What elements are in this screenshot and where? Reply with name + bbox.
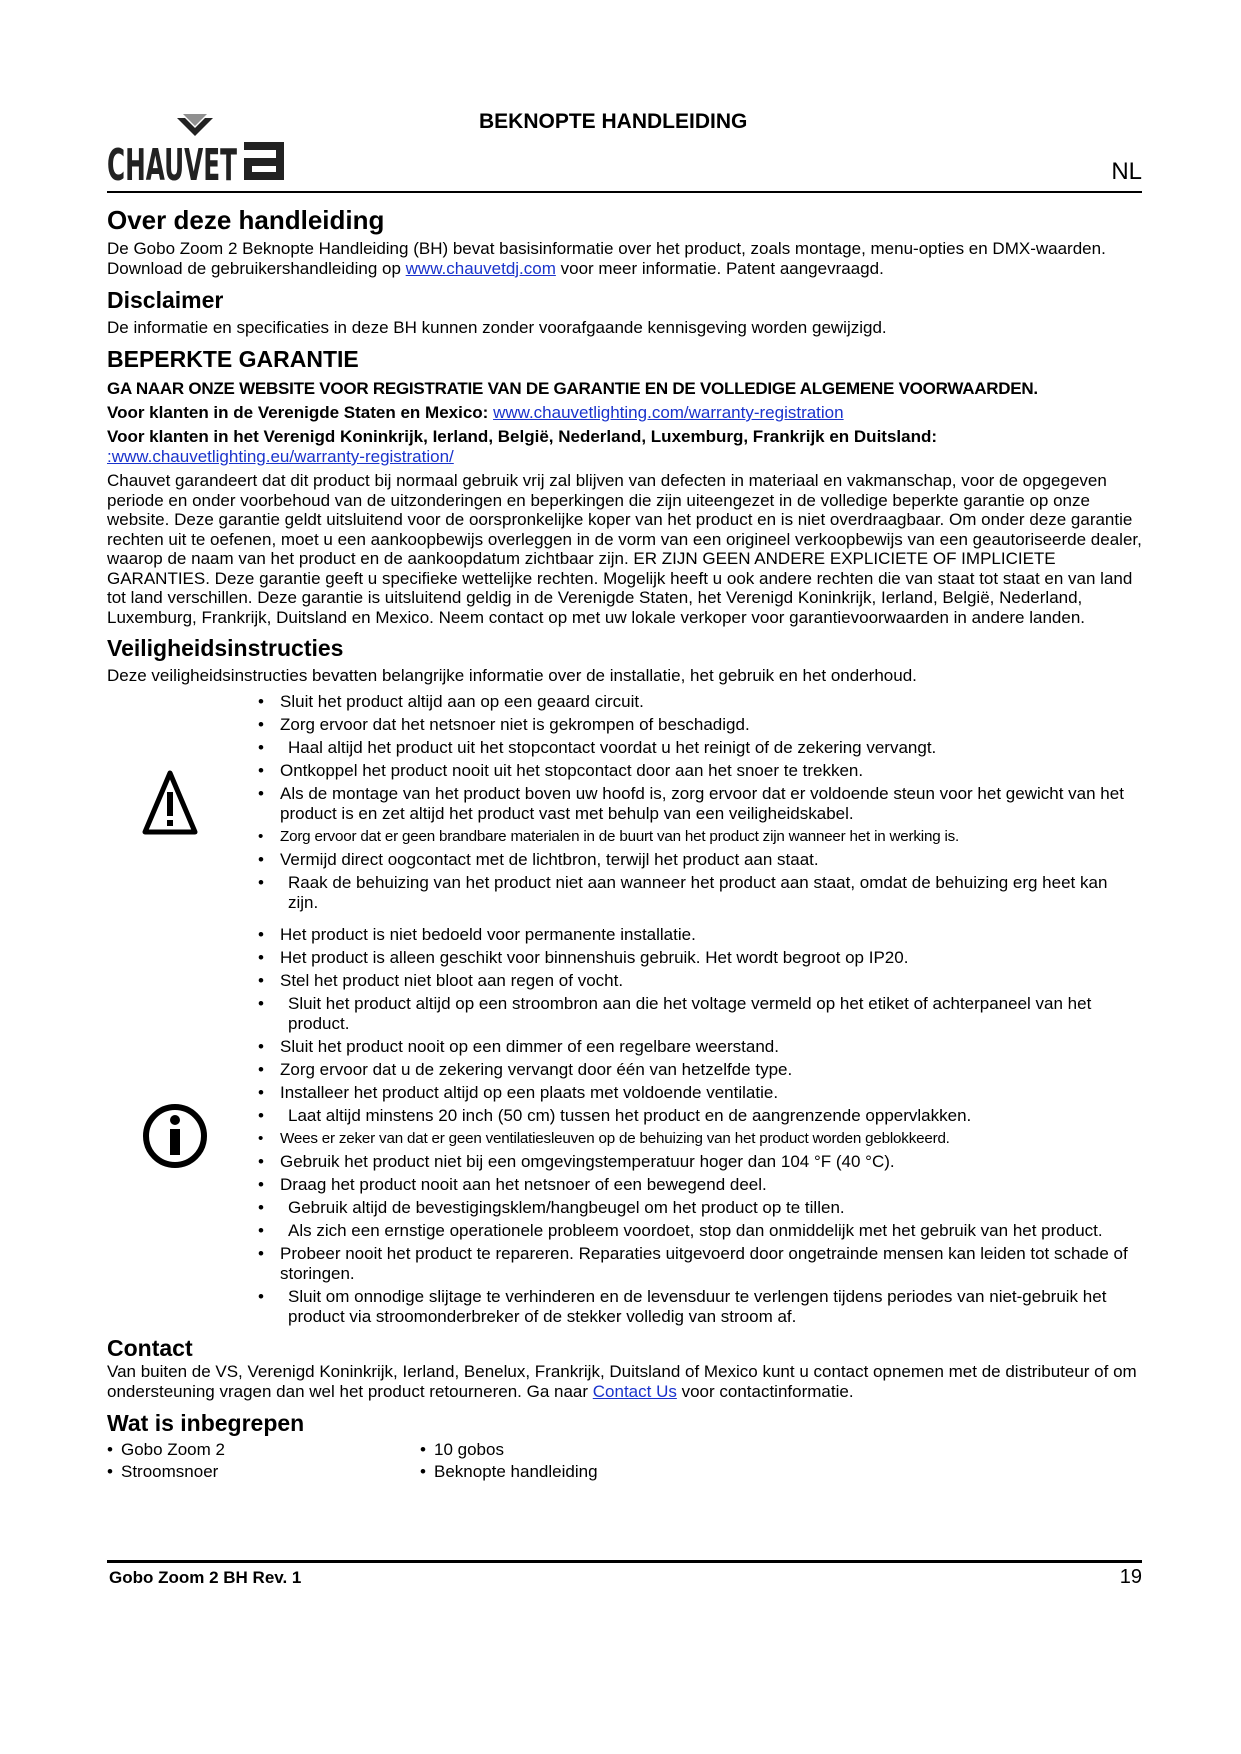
contact-heading: Contact bbox=[107, 1335, 193, 1361]
safety-heading: Veiligheidsinstructies bbox=[107, 635, 344, 661]
svg-text:CHAUVET: CHAUVET bbox=[107, 140, 237, 191]
included-col-1 bbox=[107, 1439, 420, 1483]
info-icon bbox=[142, 1103, 208, 1169]
warranty-heading: BEPERKTE GARANTIE bbox=[107, 346, 359, 372]
warning-triangle-icon bbox=[142, 770, 198, 836]
contact-text: Van buiten de VS, Verenigd Koninkrijk, Ierland, Benelux, Frankrijk, Duitsland of Mexico kunt u contact opnemen met de distributeur of om ondersteuning vragen dan wel het product retourneren. Ga naar Contact Us voor contactinformatie. bbox=[107, 1362, 1137, 1401]
list-item: • Raak de behuizing van het product niet aan wanneer het product aan staat, omdat de behuizing erg heet kan zijn. bbox=[254, 873, 1142, 913]
list-item: • Ontkoppel het product nooit uit het stopcontact door aan het snoer te trekken. bbox=[254, 761, 1142, 781]
disclaimer-section bbox=[107, 287, 1142, 338]
list-item: • Haal altijd het product uit het stopcontact voordat u het reinigt of de zekering vervangt. bbox=[254, 738, 1142, 758]
disclaimer-heading: Disclaimer bbox=[107, 287, 224, 313]
list-item: • Het product is alleen geschikt voor binnenshuis gebruik. Het wordt begroot op IP20. bbox=[254, 948, 1142, 968]
safety-intro: Deze veiligheidsinstructies bevatten belangrijke informatie over de installatie, het gebruik en het onderhoud. bbox=[107, 666, 917, 685]
list-item: • Vermijd direct oogcontact met de lichtbron, terwijl het product aan staat. bbox=[254, 850, 1142, 870]
list-item: • Stroomsnoer bbox=[107, 1461, 420, 1483]
list-item: • Sluit het product altijd op een stroombron aan die het voltage vermeld op het etiket of achterpaneel van het product. bbox=[254, 994, 1142, 1034]
info-list bbox=[254, 925, 1142, 1327]
info-block bbox=[107, 925, 1142, 1327]
list-item: • Beknopte handleiding bbox=[420, 1461, 598, 1483]
about-text: De Gobo Zoom 2 Beknopte Handleiding (BH) bevat basisinformatie over het product, zoals montage, menu-opties en DMX-waarden. Download de gebruikershandleiding op www.chauvetdj.com voor meer informatie. Patent aangevraagd. bbox=[107, 239, 1106, 278]
list-item: • Als zich een ernstige operationele probleem voordoet, stop dan onmiddelijk met het gebruik van het product. bbox=[254, 1221, 1142, 1241]
list-item: • Draag het product nooit aan het netsnoer of een bewegend deel. bbox=[254, 1175, 1142, 1195]
warranty-us-link[interactable]: www.chauvetlighting.com/warranty-registration bbox=[493, 403, 844, 422]
list-item: • Installeer het product altijd op een plaats met voldoende ventilatie. bbox=[254, 1083, 1142, 1103]
list-item: • Wees er zeker van dat er geen ventilatiesleuven op de behuizing van het product worden geblokkeerd. bbox=[254, 1129, 1142, 1149]
included-col-2 bbox=[420, 1439, 598, 1483]
contact-section bbox=[107, 1335, 1142, 1402]
list-item: • 10 gobos bbox=[420, 1439, 598, 1461]
warranty-section bbox=[107, 346, 1142, 627]
about-section bbox=[107, 205, 1142, 279]
warning-block bbox=[107, 692, 1142, 913]
included-heading: Wat is inbegrepen bbox=[107, 1410, 305, 1436]
chauvet-dj-logo bbox=[107, 110, 287, 190]
page-number: 19 bbox=[1119, 1566, 1142, 1588]
chauvetdj-link[interactable]: www.chauvetdj.com bbox=[405, 259, 556, 278]
footer-divider bbox=[107, 1560, 1142, 1563]
footer-document-id: Gobo Zoom 2 BH Rev. 1 bbox=[109, 1568, 302, 1587]
disclaimer-text: De informatie en specificaties in deze BH kunnen zonder voorafgaande kennisgeving worden gewijzigd. bbox=[107, 318, 887, 337]
list-item: • Het product is niet bedoeld voor permanente installatie. bbox=[254, 925, 1142, 945]
contact-us-link[interactable]: Contact Us bbox=[592, 1382, 677, 1401]
page bbox=[107, 0, 1142, 1481]
list-item: • Sluit om onnodige slijtage te verhinderen en de levensduur te verlengen tijdens periodes van niet-gebruik het product via stroomonderbreker of de stekker volledig van stroom af. bbox=[254, 1287, 1142, 1327]
warranty-us-line: Voor klanten in de Verenigde Staten en Mexico: www.chauvetlighting.com/warranty-registration bbox=[107, 403, 844, 422]
list-item: • Stel het product niet bloot aan regen of vocht. bbox=[254, 971, 1142, 991]
header bbox=[107, 0, 1142, 195]
list-item: • Sluit het product nooit op een dimmer of een regelbare weerstand. bbox=[254, 1037, 1142, 1057]
header-divider bbox=[107, 191, 1142, 193]
included-lists bbox=[107, 1439, 1142, 1483]
list-item: • Laat altijd minstens 20 inch (50 cm) tussen het product en de aangrenzende oppervlakken. bbox=[254, 1106, 1142, 1126]
document-type-title: BEKNOPTE HANDLEIDING bbox=[479, 110, 748, 133]
warning-list bbox=[254, 692, 1142, 913]
warranty-eu-link-line bbox=[107, 447, 1142, 467]
list-item: • Zorg ervoor dat er geen brandbare materialen in de buurt van het product zijn wanneer het in werking is. bbox=[254, 827, 1142, 847]
footer bbox=[107, 1560, 1142, 1588]
list-item: • Als de montage van het product boven uw hoofd is, zorg ervoor dat er voldoende steun voor het gewicht van het product is en zet altijd het product vast met behulp van een veiligheidskabel. bbox=[254, 784, 1142, 824]
list-item: • Sluit het product altijd aan op een geaard circuit. bbox=[254, 692, 1142, 712]
list-item: • Gebruik altijd de bevestigingsklem/hangbeugel om het product op te tillen. bbox=[254, 1198, 1142, 1218]
safety-section bbox=[107, 635, 1142, 1327]
warranty-register-line: GA NAAR ONZE WEBSITE VOOR REGISTRATIE VAN DE GARANTIE EN DE VOLLEDIGE ALGEMENE VOORWAARDEN. bbox=[107, 379, 1038, 398]
list-item: • Zorg ervoor dat het netsnoer niet is gekrompen of beschadigd. bbox=[254, 715, 1142, 735]
about-heading: Over deze handleiding bbox=[107, 205, 385, 235]
warranty-eu-line: Voor klanten in het Verenigd Koninkrijk, Ierland, België, Nederland, Luxemburg, Frankrijk en Duitsland: bbox=[107, 427, 938, 446]
language-code: NL bbox=[1111, 158, 1142, 185]
included-section bbox=[107, 1410, 1142, 1483]
list-item: • Zorg ervoor dat u de zekering vervangt door één van hetzelfde type. bbox=[254, 1060, 1142, 1080]
list-item: • Gobo Zoom 2 bbox=[107, 1439, 420, 1461]
list-item: • Gebruik het product niet bij een omgevingstemperatuur hoger dan 104 °F (40 °C). bbox=[254, 1152, 1142, 1172]
content bbox=[107, 205, 1142, 1483]
warranty-body: Chauvet garandeert dat dit product bij normaal gebruik vrij zal blijven van defecten in materiaal en vakmanschap, voor de opgegeven periode en onder voorbehoud van de uitzonderingen en beperkingen die zijn uiteengezet in de volledige beperkte garantie op onze website. Deze garantie geldt uitsluitend voor de oorspronkelijke koper van het product en is niet overdraagbaar. Om onder deze garantie rechten uit te oefenen, moet u een aankoopbewijs overleggen in de vorm van een origineel verkoopbewijs van een geautoriseerde dealer, waarop de naam van het product en de aankoopdatum zichtbaar zijn. ER ZIJN GEEN ANDERE EXPLICIETE OF IMPLICIETE GARANTIES. Deze garantie geeft u specifieke wettelijke rechten. Mogelijk heeft u ook andere rechten die van staat tot staat en van land tot land verschillen. Deze garantie is uitsluitend geldig in de Verenigde Staten, het Verenigd Koninkrijk, Ierland, België, Nederland, Luxemburg, Frankrijk, Duitsland en Mexico. Neem contact op met uw lokale verkoper voor garantievoorwaarden in andere landen. bbox=[107, 471, 1142, 627]
list-item: • Probeer nooit het product te repareren. Reparaties uitgevoerd door ongetrainde mensen kan leiden tot schade of storingen. bbox=[254, 1244, 1142, 1284]
warranty-eu-link[interactable]: :www.chauvetlighting.eu/warranty-registration/ bbox=[107, 447, 454, 466]
